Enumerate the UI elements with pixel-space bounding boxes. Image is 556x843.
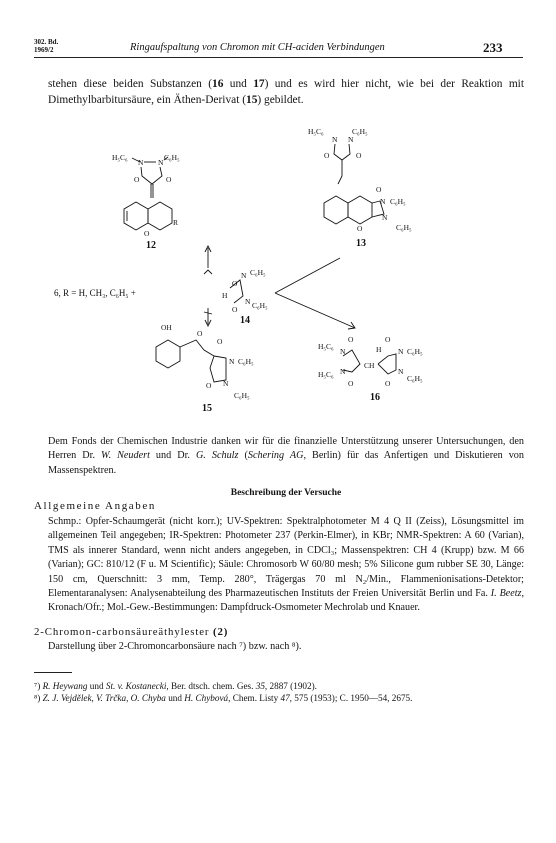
- atom-label: C₆H₅: [390, 197, 406, 206]
- volume-year: 1969/2: [34, 46, 54, 54]
- atom-label: O: [385, 379, 391, 388]
- atom-label: H: [376, 345, 382, 354]
- compound-label-15: 15: [202, 403, 212, 414]
- page-number: 233: [483, 40, 503, 55]
- compound-heading: [34, 626, 228, 638]
- general-paragraph: [48, 515, 524, 616]
- footnote-8: [34, 693, 524, 705]
- footnote-text: und: [165, 693, 185, 703]
- atom-label: N: [382, 213, 388, 222]
- footnote-author: St. v. Kostanecki: [105, 681, 167, 691]
- atom-label: O: [166, 175, 172, 184]
- arrow-to-13: [275, 258, 340, 293]
- atom-label: N: [223, 379, 229, 388]
- atom-label: N: [398, 347, 404, 356]
- atom-label: C₆H₅: [407, 347, 423, 356]
- compound-label-13: 13: [356, 238, 366, 249]
- atom-label: O: [385, 335, 391, 344]
- atom-label: O: [232, 305, 238, 314]
- compound-label-12: 12: [146, 240, 156, 251]
- company-name: Schering AG: [247, 450, 304, 462]
- general-text: Schmp.: Opfer-Schaumgerät (nicht korr.); UV-Spektren: Spektralphotometer M 4 Q II (Zeiss), Lösungsmittel im allgemeinen Teil angegeben; IR-Spektren: Photometer 237 (Perkin-Elmer), in KBr; NMR-Spektren: A 60 (Varian), TMS als innerer Standard, wenn nicht anders angegeben, in CDCl₃; Massenspektren: CH 4 (Krupp) bzw. M 66 (Varian); GC: 810/12 (F u. M Scientific); Säule: Chromosorb W 60/80 mesh; 5% Silicone gum rubber SE 30, Länge: 150 cm, Querschnitt: 3 mm, Temp. 280°, Trägergas 70 ml N₂/Min., Flammenionisations-Detektor; Elementaranalysen: Analysenabteilung des Pharmazeutischen Instituts der Freien Universität Berlin und Fa.: [48, 516, 524, 600]
- atom-label: C₆H₅: [250, 268, 266, 277]
- atom-label: O: [232, 279, 238, 288]
- person-name: I. Beetz: [490, 588, 522, 600]
- reactant-6: 6, R = H, CH₃, C₆H₅ +: [54, 288, 136, 298]
- atom-label: N: [340, 347, 346, 356]
- atom-label: CH: [364, 361, 375, 370]
- general-text: , Kronach/Ofr.; Mol.-Gew.-Bestimmungen: Dampfdruck-Osmometer Mechrolab und Knauer.: [48, 588, 524, 614]
- atom-label: O: [197, 329, 203, 338]
- person-name: G. Schulz: [195, 450, 239, 462]
- footnote-author: Z. J. Vejdělek, V. Trčka, O. Chyba: [42, 693, 166, 703]
- atom-label: C₆H₅: [164, 153, 180, 162]
- atom-label: N: [398, 367, 404, 376]
- atom-label: N: [158, 158, 164, 167]
- intro-text: stehen diese beiden Substanzen (: [48, 78, 212, 90]
- footnote-7: [34, 681, 524, 693]
- running-title: Ringaufspaltung von Chromon mit CH-aciden Verbindungen: [130, 42, 385, 53]
- footnote-text: , 2887 (1902).: [264, 681, 317, 691]
- footnote-rule: [34, 672, 72, 673]
- ack-text: Dem Fonds der Chemischen Industrie danken wir für die finanzielle Unterstützung unserer Untersuchungen, den Herren Dr.: [48, 436, 524, 462]
- footnote-volume: 35: [255, 681, 265, 691]
- structure-14: [222, 268, 268, 326]
- atom-label: O: [348, 335, 354, 344]
- atom-label: N: [138, 158, 144, 167]
- atom-label: O: [324, 151, 330, 160]
- compound-label-16: 16: [370, 392, 380, 403]
- atom-label: C₆H₅: [407, 374, 423, 383]
- footnote-text: , Ber. dtsch. chem. Ges.: [166, 681, 256, 691]
- atom-label: H₅C₆: [318, 370, 334, 379]
- intro-paragraph: [48, 76, 524, 108]
- compound-ref: (2): [213, 626, 229, 638]
- atom-label: O: [348, 379, 354, 388]
- atom-label: N: [332, 135, 338, 144]
- footnote-author: R. Heywang: [42, 681, 88, 691]
- preparation-text: Darstellung über 2-Chromoncarbonsäure nach ⁷) bzw. nach ⁸).: [48, 641, 302, 652]
- volume-info: [34, 38, 58, 54]
- atom-label: H₅C₆: [112, 153, 128, 162]
- intro-text: und: [223, 78, 254, 90]
- atom-label: OH: [161, 323, 172, 332]
- structure-12: [112, 153, 180, 251]
- footnote-volume: 47: [280, 693, 290, 703]
- arrow-tick: [204, 270, 212, 274]
- atom-label: N: [340, 367, 346, 376]
- atom-label: C₆H₅: [396, 223, 412, 232]
- atom-label: H: [222, 291, 228, 300]
- volume-number: 302. Bd.: [34, 38, 59, 46]
- compound-heading-text: 2-Chromon-carbonsäureäthylester: [34, 626, 210, 638]
- atom-label: R: [173, 218, 179, 227]
- atom-label: H₅C₆: [318, 342, 334, 351]
- footnote-mark: ⁷): [34, 681, 41, 691]
- header-rule: [34, 57, 523, 58]
- general-heading: Allgemeine Angaben: [34, 500, 156, 512]
- compound-ref: 17: [253, 78, 265, 90]
- footnote-author: H. Chybová: [184, 693, 229, 703]
- footnote-mark: ⁸): [34, 693, 41, 703]
- intro-text: ) und es wird hier nicht, wie bei der Reaktion mit Dimethylbarbitursäure, ein Äthen-Derivat (: [48, 78, 525, 106]
- compound-ref: 16: [212, 78, 224, 90]
- ack-text: (: [238, 450, 248, 462]
- atom-label: N: [245, 297, 251, 306]
- ack-text: und Dr.: [149, 450, 196, 462]
- ack-text: , Berlin) für das Anfertigen und Diskutieren von Massenspektren.: [48, 450, 524, 476]
- structure-13: [308, 127, 412, 249]
- atom-label: O: [356, 151, 362, 160]
- atom-label: C₆H₅: [352, 127, 368, 136]
- atom-label: C₆H₅: [238, 357, 254, 366]
- footnote-text: , Chem. Listy: [228, 693, 281, 703]
- structure-16: [318, 335, 423, 403]
- reaction-scheme: [54, 118, 500, 423]
- atom-label: N: [241, 271, 247, 280]
- atom-label: O: [134, 175, 140, 184]
- atom-label: O: [206, 381, 212, 390]
- person-name: W. Neudert: [101, 450, 150, 462]
- atom-label: O: [376, 185, 382, 194]
- atom-label: O: [217, 337, 223, 346]
- footnote-text: , 575 (1953); C. 1950—54, 2675.: [289, 693, 413, 703]
- atom-label: H₅C₆: [308, 127, 324, 136]
- atom-label: N: [229, 357, 235, 366]
- atom-label: N: [380, 197, 386, 206]
- footnote-text: und: [87, 681, 106, 691]
- structure-15: [156, 323, 254, 414]
- section-title: Beschreibung der Versuche: [230, 488, 342, 498]
- intro-text: ) gebildet.: [257, 94, 304, 106]
- arrow-to-16: [275, 293, 355, 328]
- atom-label: N: [348, 135, 354, 144]
- atom-label: C₆H₅: [252, 301, 268, 310]
- atom-label: C₆H₅: [234, 391, 250, 400]
- compound-label-14: 14: [240, 315, 250, 326]
- atom-label: O: [144, 229, 150, 238]
- acknowledgement-paragraph: [48, 435, 524, 478]
- atom-label: O: [357, 224, 363, 233]
- compound-ref: 15: [246, 94, 258, 106]
